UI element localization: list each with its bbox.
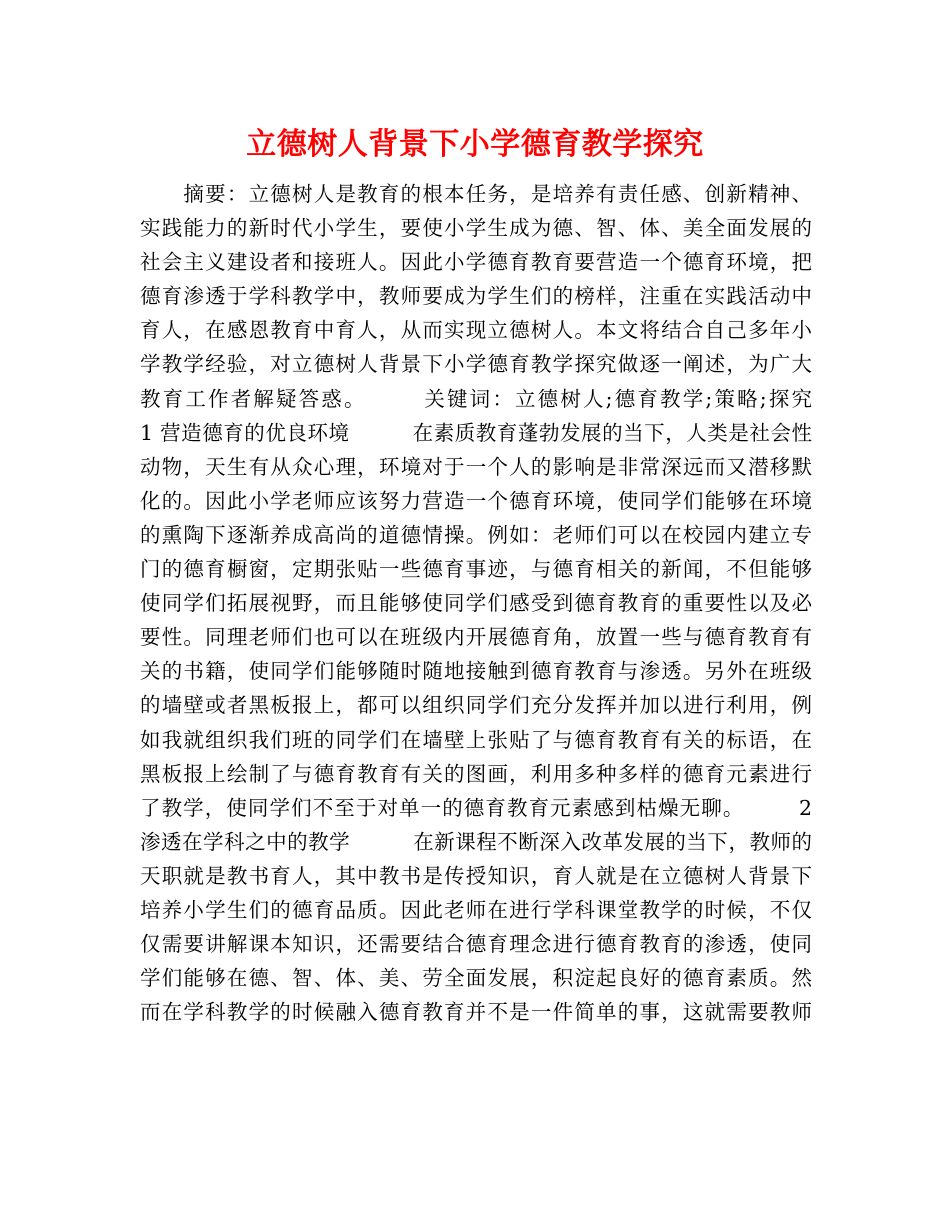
body-line: 学教学经验，对立德树人背景下小学德育教学探究做逐一阐述，为广大: [140, 352, 812, 377]
body-line: 而在学科教学的时候融入德育教育并不是一件简单的事，这就需要教师: [140, 1000, 812, 1025]
body-line: 了教学，使同学们不至于对单一的德育教育元素感到枯燥无聊。 2: [140, 795, 812, 820]
body-line: 使同学们拓展视野，而且能够使同学们感受到德育教育的重要性以及必: [140, 591, 812, 616]
body-line: 动物，天生有从众心理，环境对于一个人的影响是非常深远而又潜移默: [140, 454, 812, 479]
body-line: 门的德育橱窗，定期张贴一些德育事迹，与德育相关的新闻，不但能够: [140, 557, 812, 582]
body-line: 仅需要讲解课本知识，还需要结合德育理念进行德育教育的渗透，使同: [140, 932, 812, 957]
document-title: 立德树人背景下小学德育教学探究: [246, 127, 704, 162]
body-line: 如我就组织我们班的同学们在墙壁上张贴了与德育教育有关的标语，在: [140, 727, 812, 752]
body-line: 的熏陶下逐渐养成高尚的道德情操。例如：老师们可以在校园内建立专: [140, 522, 812, 547]
body-line: 黑板报上绘制了与德育教育有关的图画，利用多种多样的德育元素进行: [140, 761, 812, 786]
body-line: 化的。因此小学老师应该努力营造一个德育环境，使同学们能够在环境: [140, 488, 812, 513]
body-line: 实践能力的新时代小学生，要使小学生成为德、智、体、美全面发展的: [140, 216, 812, 241]
body-line: 的墙壁或者黑板报上，都可以组织同学们充分发挥并加以进行利用，例: [140, 693, 812, 718]
body-line: 要性。同理老师们也可以在班级内开展德育角，放置一些与德育教育有: [140, 625, 812, 650]
body-line: 1 营造德育的优良环境 在素质教育蓬勃发展的当下，人类是社会性: [140, 420, 812, 445]
document-body: [140, 177, 812, 1029]
body-line: 教育工作者解疑答惑。 关键词：立德树人;德育教学;策略;探究: [140, 386, 812, 411]
body-line: 学们能够在德、智、体、美、劳全面发展，积淀起良好的德育素质。然: [140, 966, 812, 991]
body-line: 社会主义建设者和接班人。因此小学德育教育要营造一个德育环境，把: [140, 250, 812, 275]
body-line: 育人，在感恩教育中育人，从而实现立德树人。本文将结合自己多年小: [140, 318, 812, 343]
body-line: 渗透在学科之中的教学 在新课程不断深入改革发展的当下，教师的: [140, 829, 812, 854]
body-line: 德育渗透于学科教学中，教师要成为学生们的榜样，注重在实践活动中: [140, 284, 812, 309]
body-line: 摘要：立德树人是教育的根本任务，是培养有责任感、创新精神、: [140, 182, 812, 206]
body-line: 关的书籍，使同学们能够随时随地接触到德育教育与渗透。另外在班级: [140, 659, 812, 684]
body-line: 天职就是教书育人，其中教书是传授知识，育人就是在立德树人背景下: [140, 863, 812, 888]
body-line: 培养小学生们的德育品质。因此老师在进行学科课堂教学的时候，不仅: [140, 897, 812, 922]
